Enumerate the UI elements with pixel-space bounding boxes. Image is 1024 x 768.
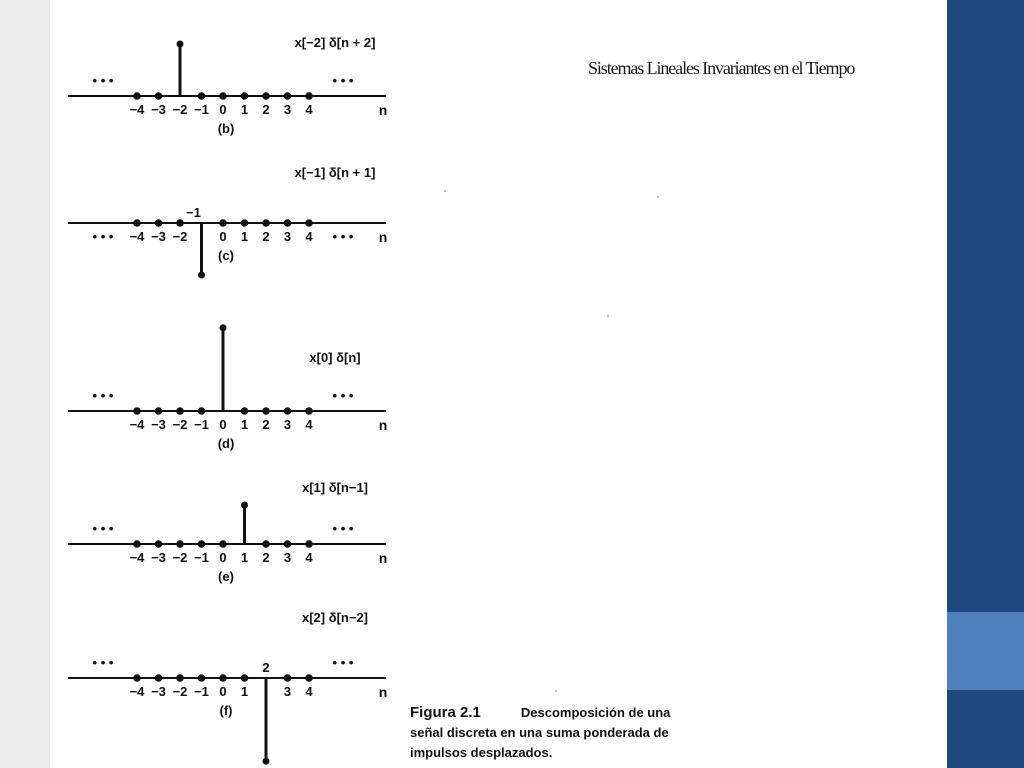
panel-expression: x[0] δ[n]: [309, 350, 361, 365]
sample-point: [241, 92, 249, 100]
tick-label: 3: [283, 229, 292, 244]
sample-point: [133, 540, 141, 548]
sample-point: [219, 540, 227, 548]
sample-point: [219, 219, 227, 227]
sample-point: [284, 92, 292, 100]
tick-label: −3: [151, 102, 166, 117]
tick-label: 0: [219, 417, 227, 432]
sample-point: [133, 219, 141, 227]
sample-point: [262, 219, 270, 227]
impulse-tip: [241, 502, 248, 509]
axis-variable-label: n: [378, 550, 388, 566]
sample-point: [305, 407, 313, 415]
tick-label: −1: [194, 417, 209, 432]
tick-label: 2: [262, 102, 270, 117]
figure-caption-line-1: [410, 704, 670, 721]
sample-point: [155, 92, 163, 100]
tick-label: 4: [305, 684, 313, 699]
tick-label: 2: [262, 417, 270, 432]
sample-point: [133, 674, 141, 682]
sample-point: [133, 92, 141, 100]
scan-speck: [444, 190, 446, 192]
tick-label: 0: [219, 550, 227, 565]
impulse-tip: [220, 324, 227, 331]
tick-label: −2: [172, 684, 188, 699]
scan-speck: [555, 690, 557, 692]
tick-label: −1: [194, 684, 209, 699]
sample-point: [133, 407, 141, 415]
sample-point: [198, 540, 206, 548]
ellipsis-right: • • •: [332, 388, 354, 403]
tick-label: 3: [283, 684, 292, 699]
figure-caption-label: Figura 2.1: [410, 704, 481, 721]
panel-expression: x[−2] δ[n + 2]: [294, 35, 376, 50]
tick-label: −2: [172, 417, 188, 432]
sample-point: [284, 407, 292, 415]
tick-label: −1: [194, 102, 209, 117]
panel-expression: x[2] δ[n−2]: [301, 610, 369, 625]
tick-label: −3: [151, 229, 166, 244]
figure-caption-line-2: señal discreta en una suma ponderada de: [410, 725, 669, 740]
axis-variable-label: n: [378, 417, 388, 433]
panel-label: (d): [217, 436, 235, 451]
sample-point: [241, 674, 249, 682]
sample-point: [155, 674, 163, 682]
ellipsis-left: • • •: [92, 73, 114, 88]
sample-point: [305, 92, 313, 100]
axis-variable-label: n: [378, 102, 388, 118]
impulse-tip: [263, 758, 270, 765]
sample-point: [241, 219, 249, 227]
sample-point: [241, 407, 249, 415]
tick-label: 0: [219, 102, 227, 117]
sample-point: [262, 407, 270, 415]
tick-label: 3: [283, 550, 292, 565]
scan-speck: [657, 196, 659, 198]
tick-label: −3: [151, 550, 166, 565]
impulse-value-label: −1: [186, 205, 201, 220]
tick-label: 1: [240, 684, 249, 699]
tick-label: 4: [305, 550, 313, 565]
slide-title: Sistemas Lineales Invariantes en el Tiempo: [588, 58, 855, 78]
sample-point: [262, 92, 270, 100]
axis-variable-label: n: [378, 229, 388, 245]
ellipsis-left: • • •: [92, 655, 114, 670]
impulse-tip: [198, 272, 205, 279]
tick-label: −2: [172, 229, 188, 244]
sample-point: [219, 92, 227, 100]
ellipsis-right: • • •: [332, 521, 354, 536]
sample-point: [284, 540, 292, 548]
tick-label: −3: [151, 417, 166, 432]
tick-label: 4: [305, 229, 313, 244]
figure-caption-line-3: impulsos desplazados.: [410, 745, 553, 760]
panel-label: (c): [218, 248, 234, 263]
sample-point: [155, 219, 163, 227]
sample-point: [219, 674, 227, 682]
ellipsis-left: • • •: [92, 388, 114, 403]
sample-point: [155, 407, 163, 415]
sample-point: [198, 407, 206, 415]
tick-label: 3: [283, 102, 292, 117]
tick-label: −4: [129, 102, 145, 117]
axis-variable-label: n: [378, 684, 388, 700]
impulse-value-label: 2: [262, 660, 270, 675]
tick-label: −4: [129, 417, 145, 432]
sample-point: [198, 92, 206, 100]
sample-point: [176, 407, 184, 415]
tick-label: 0: [219, 684, 227, 699]
tick-label: −4: [129, 684, 145, 699]
tick-label: 1: [240, 102, 249, 117]
ellipsis-left: • • •: [92, 229, 114, 244]
scan-speck: [607, 315, 609, 317]
impulse-tip: [177, 41, 184, 48]
sample-point: [176, 674, 184, 682]
tick-label: 4: [305, 417, 313, 432]
ellipsis-right: • • •: [332, 229, 354, 244]
ellipsis-right: • • •: [332, 73, 354, 88]
tick-label: 4: [305, 102, 313, 117]
tick-label: −4: [129, 229, 145, 244]
tick-label: 0: [219, 229, 227, 244]
sample-point: [262, 540, 270, 548]
panel-label: (b): [217, 121, 235, 136]
tick-label: 1: [240, 550, 249, 565]
panel-label: (e): [218, 569, 234, 584]
sample-point: [155, 540, 163, 548]
tick-label: 2: [262, 550, 270, 565]
sample-point: [176, 219, 184, 227]
tick-label: 1: [240, 229, 249, 244]
tick-label: 1: [240, 417, 249, 432]
tick-label: −2: [172, 550, 188, 565]
ellipsis-right: • • •: [332, 655, 354, 670]
panel-label: (f): [219, 703, 233, 718]
panel-expression: x[1] δ[n−1]: [301, 480, 369, 495]
tick-label: 2: [262, 229, 270, 244]
ellipsis-left: • • •: [92, 521, 114, 536]
panel-expression: x[−1] δ[n + 1]: [294, 165, 376, 180]
figure-caption-text-1: Descomposición de una: [520, 705, 671, 720]
tick-label: −4: [129, 550, 145, 565]
sample-point: [198, 674, 206, 682]
sample-point: [284, 674, 292, 682]
sample-point: [305, 540, 313, 548]
sample-point: [176, 540, 184, 548]
sample-point: [284, 219, 292, 227]
sample-point: [305, 674, 313, 682]
sample-point: [305, 219, 313, 227]
tick-label: −1: [194, 550, 209, 565]
tick-label: −2: [172, 102, 188, 117]
tick-label: 3: [283, 417, 292, 432]
tick-label: −3: [151, 684, 166, 699]
